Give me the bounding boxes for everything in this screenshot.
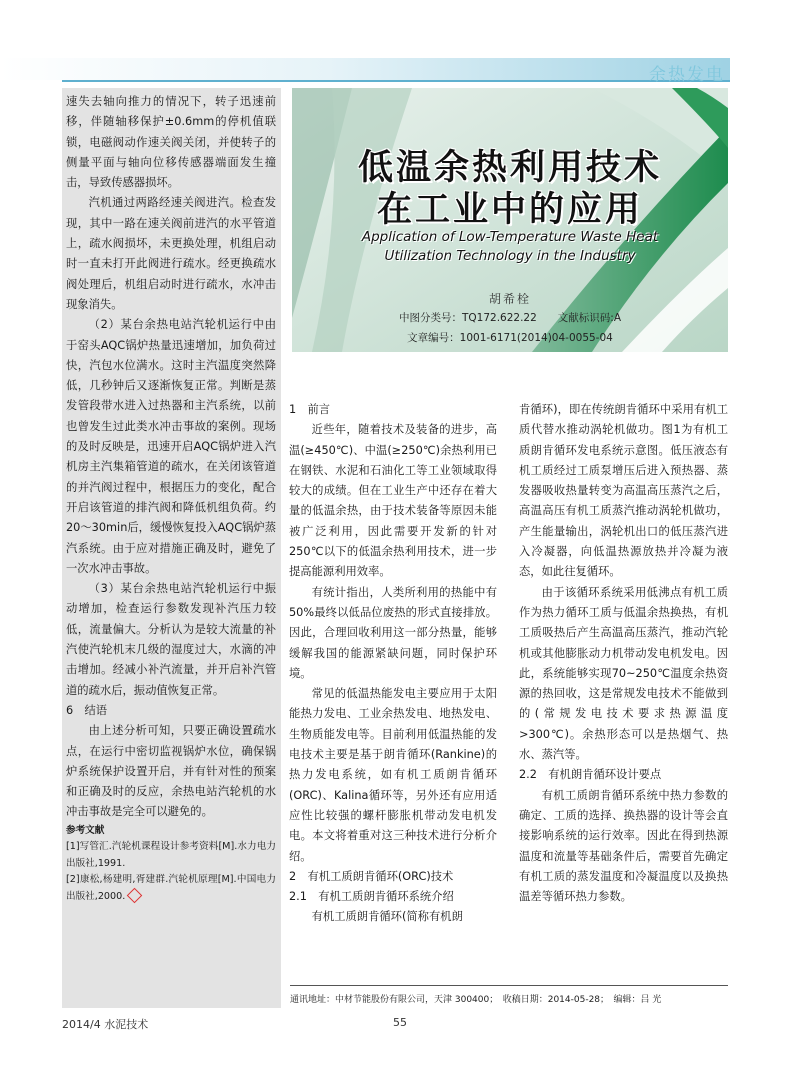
paragraph: 由于该循环系统采用低沸点有机工质作为热力循环工质与低温余热换热，有机工质吸热后产生高温高压蒸汽，推动汽轮机或其他膨胀动力机带动发电机发电。因此，系统能够实现70~250℃温度余热资源的热回收，这是常规发电技术不能做到的(常规发电技术要求热源温度>300℃)。余热形态可以是热烟气、热水、蒸汽等。 xyxy=(519,585,728,762)
article-number: 文章编号：1001-6171(2014)04-0055-04 xyxy=(407,332,613,344)
paragraph: 速失去轴向推力的情况下，转子迅速前移，伴随轴移保护±0.6mm的停机值联锁，电磁阀动作速关阀关闭，并使转子的侧量平面与轴向位移传感器端面发生撞击，导致传感器损坏。 xyxy=(66,95,276,190)
end-mark-icon xyxy=(127,888,143,904)
article-title-line1: 低温余热利用技术 xyxy=(357,148,662,188)
section-heading: 1 前言 xyxy=(289,403,331,416)
classification-number: 中图分类号：TQ172.622.22 文献标识码:A xyxy=(398,312,622,324)
right-column-text xyxy=(519,400,728,907)
paragraph: 有机工质朗肯循环系统中热力参数的确定、工质的选择、换热器的设计等会直接影响系统的运行效率。因此在得到热源温度和流量等基础条件后，需要首先确定有机工质的蒸发温度和冷凝温度以及换热温差等循环热力参数。 xyxy=(519,788,728,904)
paragraph: 汽机通过两路经速关阀进汽。检查发现，其中一路在速关阀前进汽的水平管道上，疏水阀损坏，未更换处理，机组启动时一直未打开此阀进行疏水。经更换疏水阀处理后，机组启动时进行疏水，水冲击现象消失。 xyxy=(66,196,276,311)
section-title: 余热发电 xyxy=(649,65,725,85)
paragraph: （3）某台余热电站汽轮机运行中振动增加，检查运行参数发现补汽压力较低，流量偏大。分析认为是较大流量的补汽使汽轮机末几级的湿度过大，水滴的冲击增加。经减小补汽流量，并开启补汽管道的疏水后，振动值恢复正常。 xyxy=(66,582,276,697)
paragraph: 近些年，随着技术及装备的进步，高温(≥450℃)、中温(≥250℃)余热利用已在钢铁、水泥和石油化工等工业领域取得较大的成绩。但在工业生产中还存在着大量的低温余热，由于技术装备等原因未能被广泛利用，因此需要开发新的针对250℃以下的低温余热利用技术，进一步提高能源利用效率。 xyxy=(289,423,497,579)
paragraph: 常见的低温热能发电主要应用于太阳能热力发电、工业余热发电、地热发电、生物质能发电等。目前利用低温热能的发电技术主要是基于朗肯循环(Rankine)的热力发电系统，如有机工质朗肯循环(ORC)、Kalina循环等，另外还有应用适应性比较强的螺杆膨胀机带动发电机发电。本文将着重对这三种技术进行分析介绍。 xyxy=(289,687,497,863)
section-heading: 6 结语 xyxy=(66,703,108,717)
middle-column-text xyxy=(289,400,497,928)
english-title-line2: Utilization Technology in the Industry xyxy=(384,248,636,264)
section-heading: 2 有机工质朗肯循环(ORC)技术 xyxy=(289,869,454,883)
paragraph: 由上述分析可知，只要正确设置疏水点，在运行中密切监视锅炉水位，确保锅炉系统保护设置开启，并有针对性的预案和正确及时的反应，余热电站汽轮机的水冲击事故是完全可以避免的。 xyxy=(66,724,276,819)
journal-issue: 2014/4 水泥技术 xyxy=(62,1018,149,1031)
english-title-line1: Application of Low-Temperature Waste Heat xyxy=(361,229,659,245)
references-heading: 参考文献 xyxy=(66,824,105,836)
subsection-heading: 2.2 有机朗肯循环设计要点 xyxy=(519,768,662,782)
correspondence-address: 通讯地址：中材节能股份有限公司，天津 300400； 收稿日期：2014-05-28； 编辑：吕 光 xyxy=(290,995,662,1005)
paragraph: 肯循环)，即在传统朗肯循环中采用有机工质代替水推动涡轮机做功。图1为有机工质朗肯循环发电系统示意图。低压液态有机工质经过工质泵增压后进入预热器、蒸发器吸收热量转变为高温高压蒸汽之后，高温高压有机工质蒸汽推动涡轮机做功，产生能量输出，涡轮机出口的低压蒸汽进入冷凝器，向低温热源放热并冷凝为液态，如此往复循环。 xyxy=(519,403,728,579)
paragraph: （2）某台余热电站汽轮机运行中由于窑头AQC锅炉热量迅速增加，加负荷过快，汽包水位满水。这时主汽温度突然降低，几秒钟后又逐渐恢复正常。判断是蒸发管段带水进入过热器和主汽系统，以前也曾发生过此类水冲击事故的案例。现场的及时反映是，迅速开启AQC锅炉进入汽机房主汽集箱管道的疏水，在关闭该管道的并汽阀过程中，根据压力的变化，配合开启该管道的排汽阀和降低机组负荷。约20～30min后，缓慢恢复投入AQC锅炉蒸汽系统。由于应对措施正确及时，避免了一次水冲击事故。 xyxy=(66,318,276,575)
author-name: 胡希栓 xyxy=(488,292,531,306)
left-column-text xyxy=(66,92,276,905)
reference-item xyxy=(66,872,276,905)
footer-rule xyxy=(290,985,728,986)
reference-item: [1]写管汇.汽轮机课程设计参考资料[M].水力电力出版社,1991. xyxy=(66,841,276,869)
paragraph: 有统计指出，人类所利用的热能中有50%最终以低品位废热的形式直接排放。因此，合理回收利用这一部分热量，能够缓解我国的能源紧缺问题，同时保护环境。 xyxy=(289,585,497,680)
article-title-line2: 在工业中的应用 xyxy=(376,190,643,230)
page-number: 55 xyxy=(393,1016,407,1029)
subsection-heading: 2.1 有机工质朗肯循环系统介绍 xyxy=(289,890,454,904)
header-band xyxy=(0,58,730,80)
reference-text: [2]康松,杨建明,胥建群.汽轮机原理[M].中国电力出版社,2000. xyxy=(66,874,276,902)
paragraph: 有机工质朗肯循环(简称有机朗 xyxy=(311,910,463,924)
